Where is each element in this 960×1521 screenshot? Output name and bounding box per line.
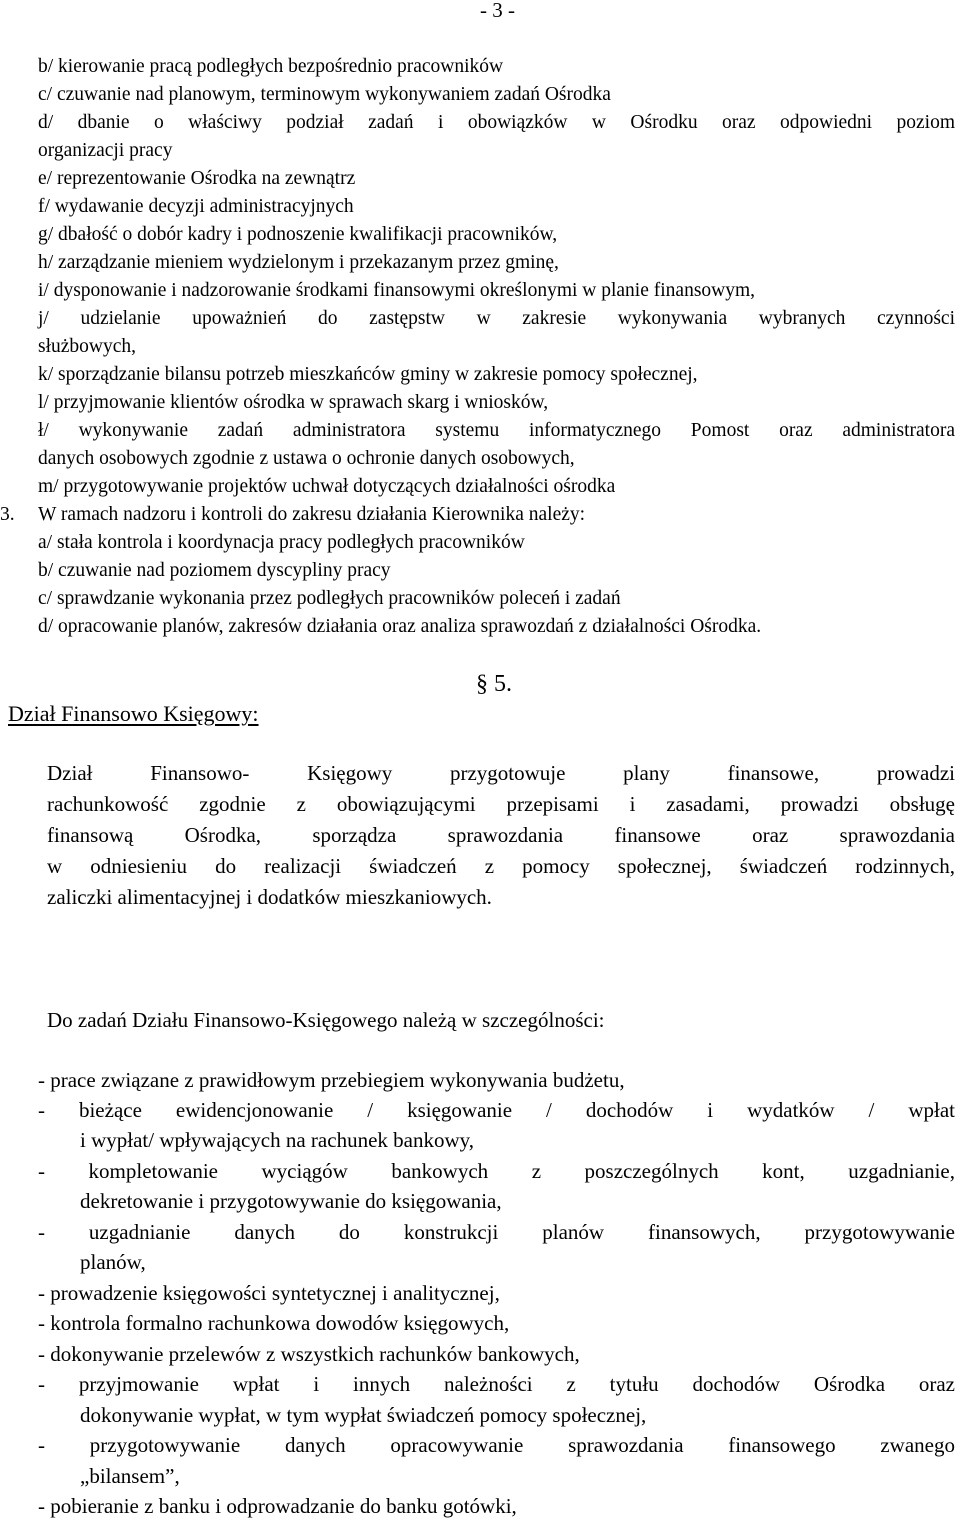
paragraph-line: rachunkowość zgodnie z obowiązującymi przepisami i zasadami, prowadzi obsługę [47, 792, 955, 816]
list-item: b/ kierowanie pracą podległych bezpośrednio pracowników [38, 56, 504, 77]
tasks-intro: Do zadań Działu Finansowo-Księgowego należą w szczególności: [47, 1008, 605, 1032]
list-item: ł/ wykonywanie zadań administratora systemu informatycznego Pomost oraz administratora [38, 420, 955, 441]
task-item-cont: i wypłat/ wpływających na rachunek bankowy, [80, 1128, 475, 1152]
task-item-cont: „bilansem”, [80, 1464, 180, 1488]
task-item: - uzgadnianie danych do konstrukcji planów finansowych, przygotowywanie [38, 1220, 955, 1244]
task-item-cont: dokonywanie wypłat, w tym wypłat świadczeń pomocy społecznej, [80, 1403, 647, 1427]
list-item: c/ czuwanie nad planowym, terminowym wykonywaniem zadań Ośrodka [38, 84, 611, 105]
paragraph-line: w odniesieniu do realizacji świadczeń z pomocy społecznej, świadczeń rodzinnych, [47, 854, 955, 878]
list-item: k/ sporządzanie bilansu potrzeb mieszkańców gminy w zakresie pomocy społecznej, [38, 364, 698, 385]
list-item: i/ dysponowanie i nadzorowanie środkami finansowymi określonymi w planie finansowym, [38, 280, 756, 301]
paragraph-line: zaliczki alimentacyjnej i dodatków mieszkaniowych. [47, 885, 492, 909]
page-number: - 3 - [480, 0, 515, 22]
list-item: j/ udzielanie upoważnień do zastępstw w zakresie wykonywania wybranych czynności [38, 308, 955, 329]
section-heading: Dział Finansowo Księgowy: [8, 701, 259, 726]
list-item: m/ przygotowywanie projektów uchwał dotyczących działalności ośrodka [38, 476, 616, 497]
list-item: g/ dbałość o dobór kadry i podnoszenie kwalifikacji pracowników, [38, 224, 558, 245]
task-item: - dokonywanie przelewów z wszystkich rachunków bankowych, [38, 1342, 580, 1366]
list-item: a/ stała kontrola i koordynacja pracy podległych pracowników [38, 532, 525, 553]
list-item: danych osobowych zgodnie z ustawa o ochronie danych osobowych, [38, 448, 575, 469]
list-item: c/ sprawdzanie wykonania przez podległych pracowników poleceń i zadań [38, 588, 621, 609]
paragraph-line: finansową Ośrodka, sporządza sprawozdania finansowe oraz sprawozdania [47, 823, 955, 847]
task-item: - kompletowanie wyciągów bankowych z poszczególnych kont, uzgadnianie, [38, 1159, 955, 1183]
point-text: W ramach nadzoru i kontroli do zakresu działania Kierownika należy: [38, 504, 586, 525]
list-item: służbowych, [38, 336, 137, 357]
paragraph-line: Dział Finansowo- Księgowy przygotowuje plany finansowe, prowadzi [47, 761, 955, 785]
point-number: 3. [0, 504, 15, 525]
list-item: f/ wydawanie decyzji administracyjnych [38, 196, 354, 217]
list-item: d/ dbanie o właściwy podział zadań i obowiązków w Ośrodku oraz odpowiedni poziom [38, 112, 955, 133]
section-mark: § 5. [476, 671, 512, 697]
task-item: - kontrola formalno rachunkowa dowodów księgowych, [38, 1311, 510, 1335]
task-item: - prowadzenie księgowości syntetycznej i analitycznej, [38, 1281, 500, 1305]
task-item: - bieżące ewidencjonowanie / księgowanie / dochodów i wydatków / wpłat [38, 1098, 955, 1122]
task-item-cont: dekretowanie i przygotowywanie do księgowania, [80, 1189, 502, 1213]
list-item: e/ reprezentowanie Ośrodka na zewnątrz [38, 168, 356, 189]
list-item: h/ zarządzanie mieniem wydzielonym i przekazanym przez gminę, [38, 252, 559, 273]
task-item-cont: planów, [80, 1250, 146, 1274]
task-item: - pobieranie z banku i odprowadzanie do banku gotówki, [38, 1494, 517, 1518]
list-item: organizacji pracy [38, 140, 173, 161]
list-item: b/ czuwanie nad poziomem dyscypliny pracy [38, 560, 391, 581]
task-item: - przygotowywanie danych opracowywanie sprawozdania finansowego zwanego [38, 1433, 955, 1457]
task-item: - prace związane z prawidłowym przebiegiem wykonywania budżetu, [38, 1068, 625, 1092]
list-item: l/ przyjmowanie klientów ośrodka w sprawach skarg i wniosków, [38, 392, 549, 413]
list-item: d/ opracowanie planów, zakresów działania oraz analiza sprawozdań z działalności Ośrodka. [38, 616, 762, 637]
task-item: - przyjmowanie wpłat i innych należności z tytułu dochodów Ośrodka oraz [38, 1372, 955, 1396]
